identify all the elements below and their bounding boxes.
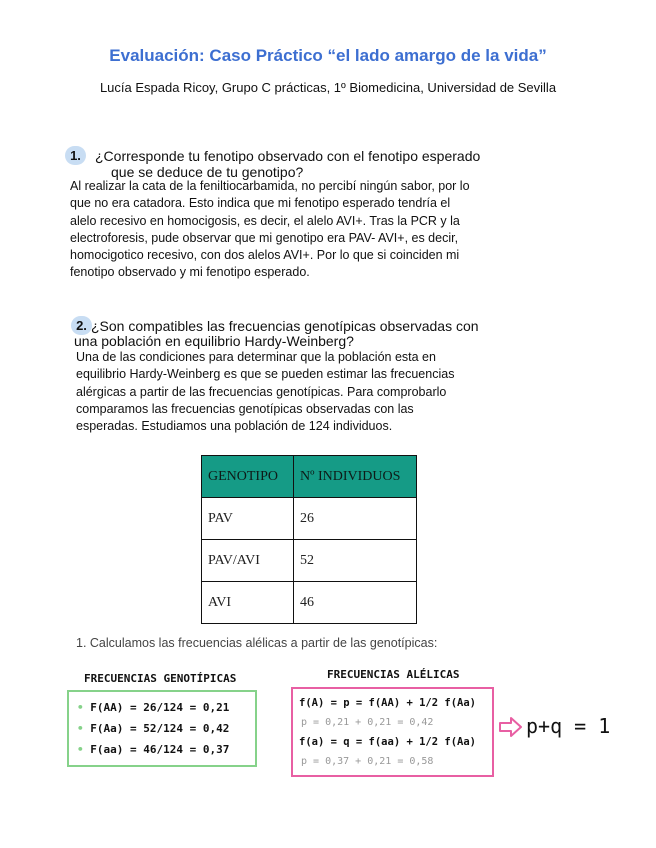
geno-line-text: F(Aa) = 52/124 = 0,42 <box>90 722 230 735</box>
column-header-individuals: Nº INDIVIDUOS <box>294 456 417 498</box>
question-2-line-2: una población en equilibrio Hardy-Weinberg? <box>74 333 354 349</box>
bullet-icon: • <box>77 743 84 756</box>
genotype-cell: PAV/AVI <box>202 540 294 582</box>
answer-line: fenotipo observado y mi fenotipo esperado. <box>70 265 310 280</box>
column-header-genotype: GENOTIPO <box>202 456 294 498</box>
question-number-1: 1. <box>65 146 86 165</box>
table-row <box>202 582 417 624</box>
allelic-formula-A: f(A) = p = f(AA) + 1/2 f(Aa) <box>299 697 477 709</box>
genotype-table <box>201 455 417 624</box>
answer-1 <box>70 178 470 282</box>
answer-line: equilibrio Hardy-Weinberg es que se pueden estimar las frecuencias <box>76 367 455 382</box>
answer-line: comparamos las frecuencias genotípicas observadas con las <box>76 401 414 416</box>
question-1-line-1: ¿Corresponde tu fenotipo observado con el fenotipo esperado <box>95 148 481 164</box>
count-cell: 26 <box>294 498 417 540</box>
step-1-text: 1. Calculamos las frecuencias alélicas a partir de las genotípicas: <box>76 636 438 650</box>
genotype-cell: AVI <box>202 582 294 624</box>
answer-line: alelo recesivo en homocigosis, es decir, el alelo AVI+. Tras la PCR y la <box>70 213 460 228</box>
question-1-line-2: que se deduce de tu genotipo? <box>111 164 304 180</box>
genotype-cell: PAV <box>202 498 294 540</box>
geno-line <box>77 701 229 714</box>
answer-2 <box>76 349 454 435</box>
geno-line <box>77 743 229 756</box>
answer-line: que no era catadora. Esto indica que mi fenotipo esperado tendría el <box>70 196 451 211</box>
genotypic-frequencies-title: FRECUENCIAS GENOTÍPICAS <box>84 672 237 685</box>
answer-line: electroforesis, pude observar que mi genotipo era PAV- AVI+, es decir, <box>70 230 459 245</box>
genotypic-frequencies-box <box>67 690 257 767</box>
author-line: Lucía Espada Ricoy, Grupo C prácticas, 1º Biomedicina, Universidad de Sevilla <box>99 80 557 95</box>
bullet-icon: • <box>77 701 84 714</box>
allelic-formula-a: f(a) = q = f(aa) + 1/2 f(Aa) <box>299 736 477 748</box>
answer-line: Una de las condiciones para determinar que la población esta en <box>76 350 436 364</box>
geno-line-text: F(AA) = 26/124 = 0,21 <box>90 701 230 714</box>
answer-line: homocigotico recesivo, con dos alelos AVI+. Por lo que si coinciden mi <box>70 248 460 263</box>
geno-line-text: F(aa) = 46/124 = 0,37 <box>90 743 230 756</box>
answer-line: esperadas. Estudiamos una población de 124 individuos. <box>76 419 393 434</box>
answer-line: alérgicas a partir de las frecuencias genotípicas. Para comprobarlo <box>76 384 447 399</box>
table-header-row <box>202 456 417 498</box>
allelic-frequencies-box <box>291 687 494 777</box>
count-cell: 46 <box>294 582 417 624</box>
answer-line: Al realizar la cata de la feniltiocarbamida, no percibí ningún sabor, por lo <box>70 179 470 193</box>
table-row <box>202 540 417 582</box>
page-title: Evaluación: Caso Práctico “el lado amargo de la vida” <box>109 46 547 65</box>
allelic-frequencies-title: FRECUENCIAS ALÉLICAS <box>327 668 460 681</box>
question-2-line-1: ¿Son compatibles las frecuencias genotípicas observadas con <box>91 318 479 334</box>
geno-line <box>77 722 229 735</box>
question-number-2: 2. <box>71 316 92 335</box>
count-cell: 52 <box>294 540 417 582</box>
bullet-icon: • <box>77 722 84 735</box>
allelic-calc-a: p = 0,37 + 0,21 = 0,58 <box>301 756 434 767</box>
allelic-calc-A: p = 0,21 + 0,21 = 0,42 <box>301 717 434 728</box>
hardy-weinberg-result: p+q = 1 <box>526 714 611 738</box>
table-row <box>202 498 417 540</box>
arrow-right-icon <box>498 716 524 738</box>
